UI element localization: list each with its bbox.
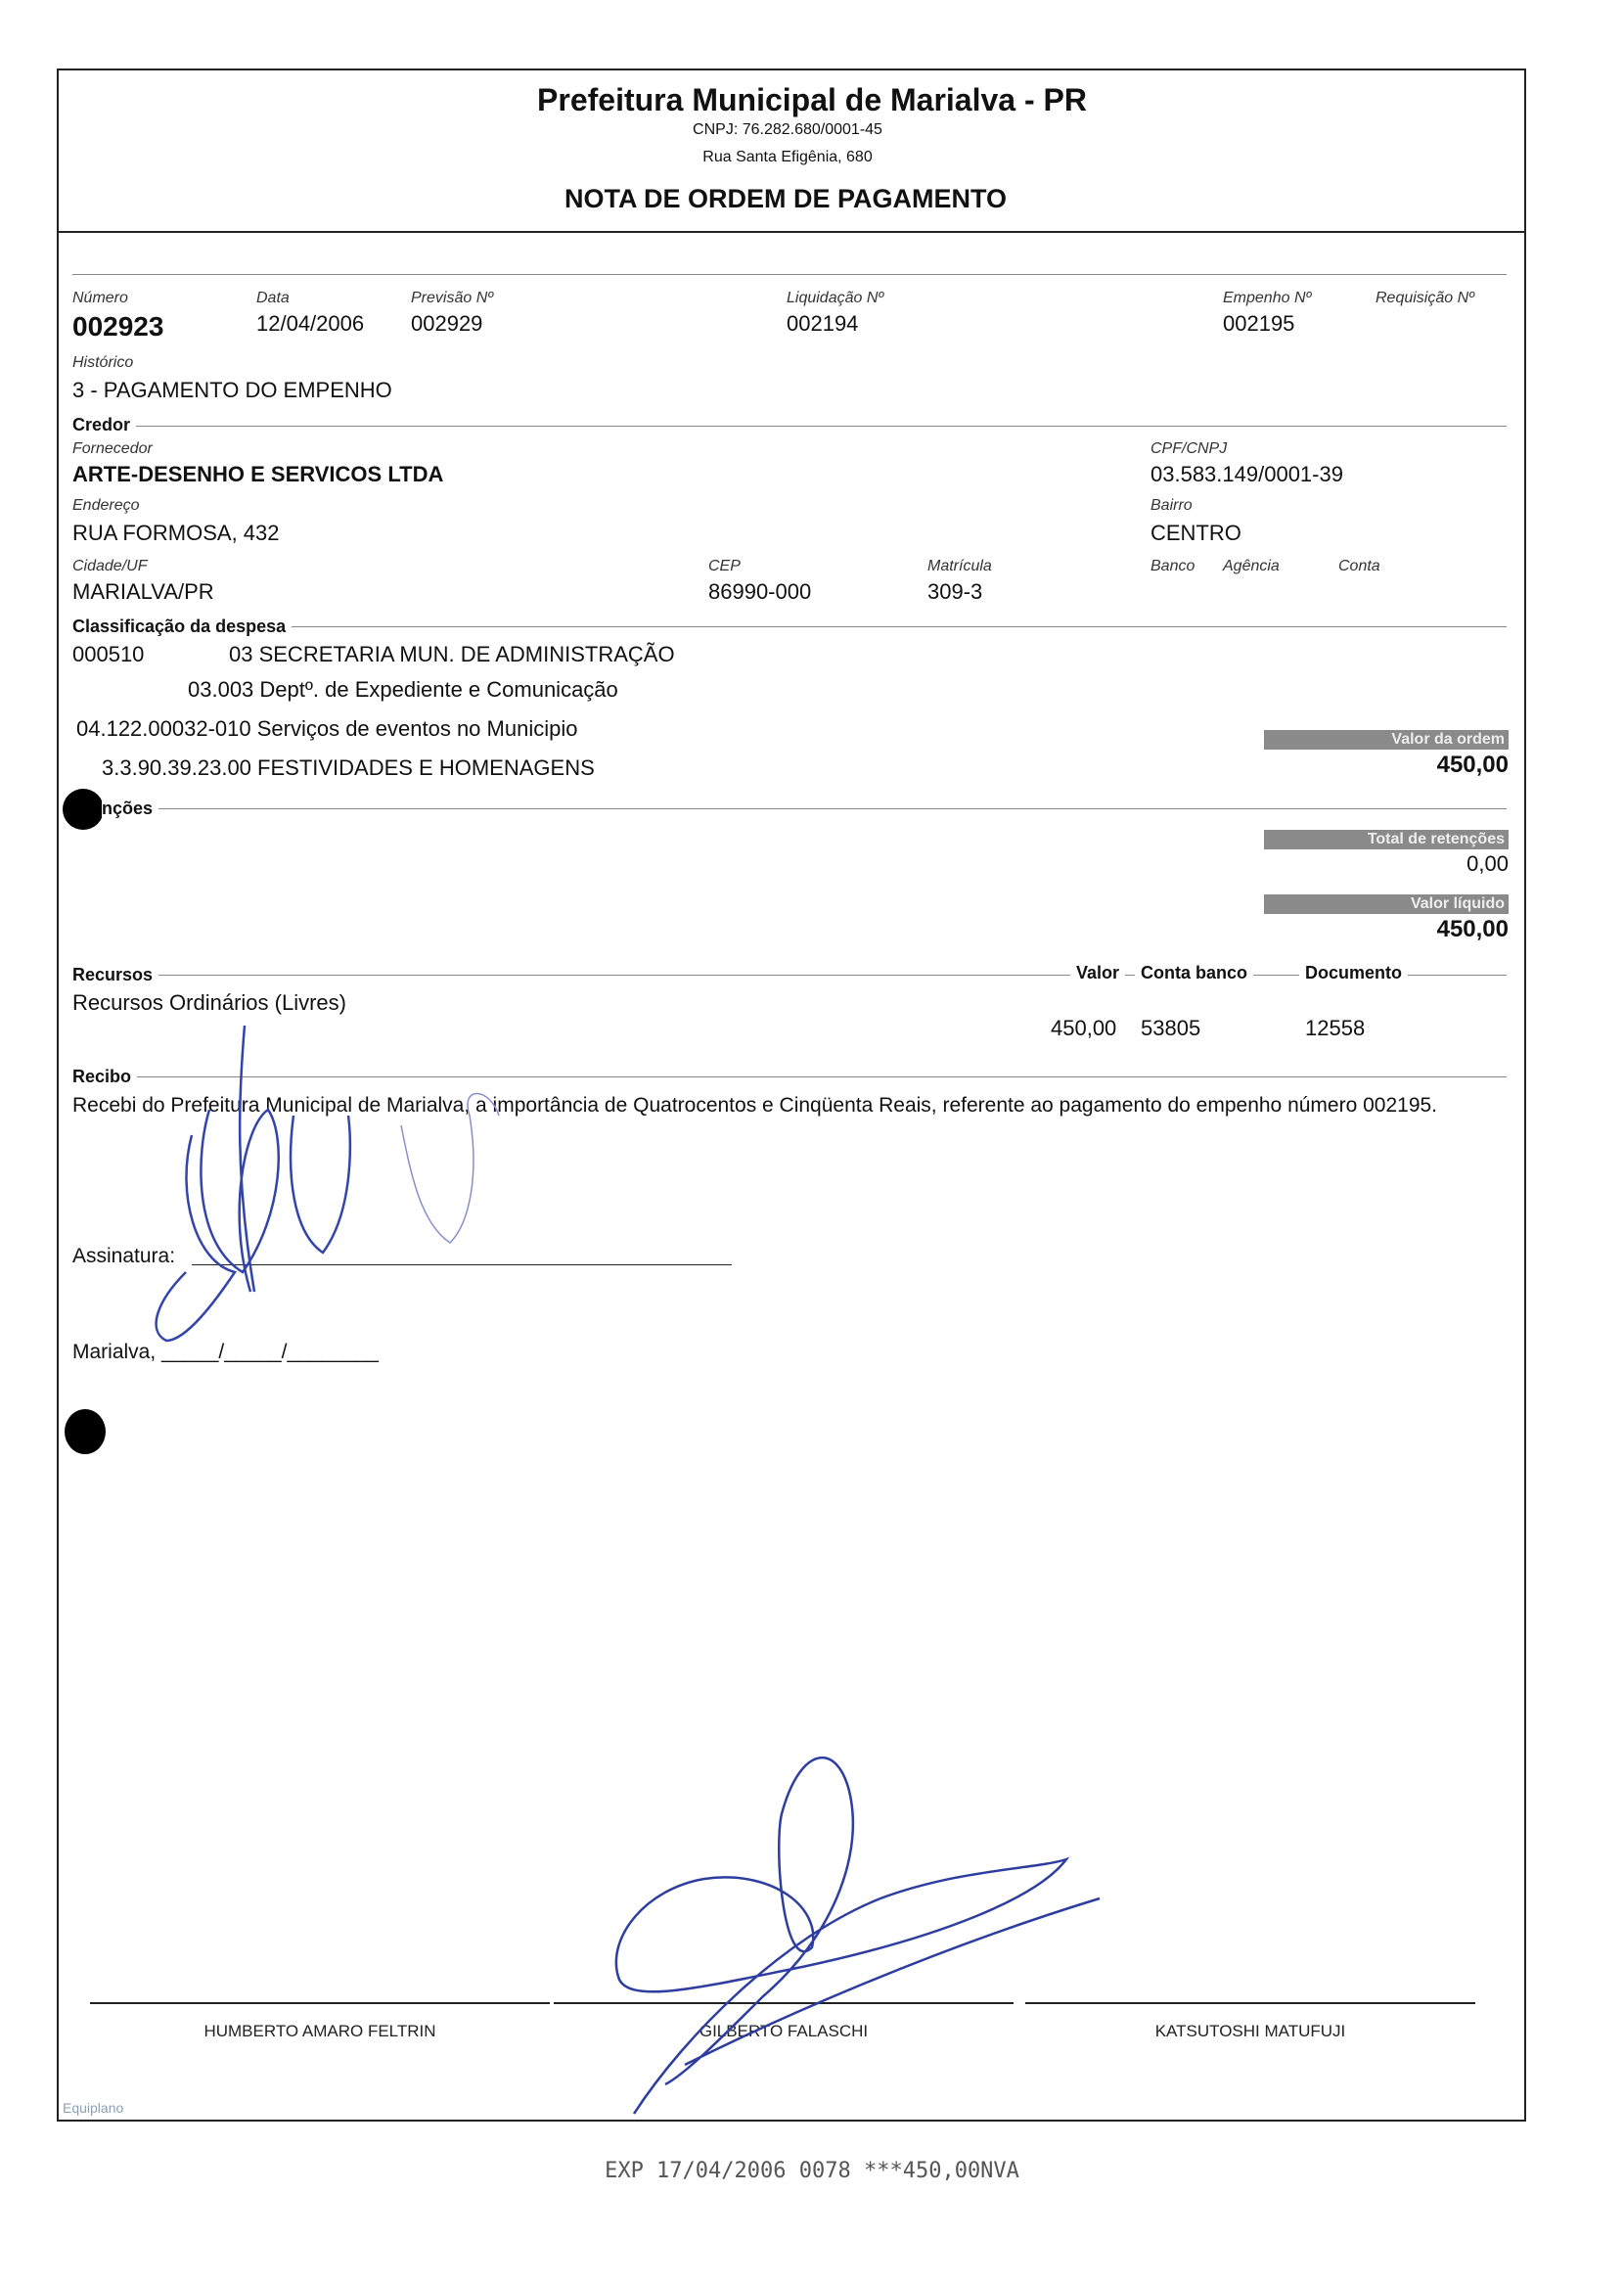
liquidacao-label: Liquidação Nº xyxy=(787,290,884,306)
signature-name-1: HUMBERTO AMARO FELTRIN xyxy=(203,2022,436,2040)
municipality-cnpj: CNPJ: 76.282.680/0001-45 xyxy=(693,121,882,138)
document-title: NOTA DE ORDEM DE PAGAMENTO xyxy=(564,184,1007,213)
bank-stamp: EXP 17/04/2006 0078 ***450,00NVA xyxy=(605,2159,1019,2183)
classificacao-code: 000510 xyxy=(72,642,145,666)
municipality-title: Prefeitura Municipal de Marialva - PR xyxy=(537,82,1087,117)
date-line: Marialva, _____/_____/________ xyxy=(72,1341,379,1363)
classificacao-section-title: Classificação da despesa xyxy=(72,617,292,637)
recibo-section-title: Recibo xyxy=(72,1067,137,1087)
cidade-value: MARIALVA/PR xyxy=(72,579,214,604)
cpf-label: CPF/CNPJ xyxy=(1150,440,1228,457)
recursos-valor: 450,00 xyxy=(1051,1016,1117,1040)
recursos-divider xyxy=(72,975,1507,976)
endereco-label: Endereço xyxy=(72,497,140,514)
numero-value: 002923 xyxy=(72,311,164,342)
previsao-value: 002929 xyxy=(411,311,483,336)
municipality-address: Rua Santa Efigênia, 680 xyxy=(702,149,873,165)
historico-label: Histórico xyxy=(72,354,134,371)
cpf-value: 03.583.149/0001-39 xyxy=(1150,462,1343,486)
signature-name-3: KATSUTOSHI MATUFUJI xyxy=(1154,2022,1346,2040)
fornecedor-value: ARTE-DESENHO E SERVICOS LTDA xyxy=(72,462,444,486)
cidade-label: Cidade/UF xyxy=(72,558,148,574)
recursos-section-title: Recursos xyxy=(72,965,158,985)
conta-label: Conta xyxy=(1338,558,1380,574)
banco-label: Banco xyxy=(1150,558,1195,574)
historico-value: 3 - PAGAMENTO DO EMPENHO xyxy=(72,378,392,402)
conta-banco-header: Conta banco xyxy=(1135,963,1253,983)
bairro-value: CENTRO xyxy=(1150,521,1241,545)
classificacao-line4: 3.3.90.39.23.00 FESTIVIDADES E HOMENAGENS xyxy=(102,755,595,780)
software-footer: Equiplano xyxy=(63,2100,124,2116)
classificacao-line1: 03 SECRETARIA MUN. DE ADMINISTRAÇÃO xyxy=(229,642,675,666)
valor-liquido-label: Valor líquido xyxy=(1264,894,1509,914)
liquidacao-value: 002194 xyxy=(787,311,859,336)
header-divider xyxy=(57,231,1524,233)
numero-label: Número xyxy=(72,290,128,306)
valor-header: Valor xyxy=(1070,963,1125,983)
credor-divider xyxy=(72,426,1507,427)
recursos-conta: 53805 xyxy=(1141,1016,1201,1040)
total-retencoes-value: 0,00 xyxy=(1466,851,1509,876)
signature-line-2 xyxy=(554,2002,1014,2004)
cep-value: 86990-000 xyxy=(708,579,812,604)
total-retencoes-label: Total de retenções xyxy=(1264,830,1509,849)
signature-line-1 xyxy=(90,2002,550,2004)
assinatura-label: Assinatura: xyxy=(72,1245,176,1267)
data-label: Data xyxy=(256,290,290,306)
recibo-divider xyxy=(72,1076,1507,1077)
valor-ordem-label: Valor da ordem xyxy=(1264,730,1509,750)
classificacao-line2: 03.003 Deptº. de Expediente e Comunicação xyxy=(188,677,618,702)
empenho-value: 002195 xyxy=(1223,311,1295,336)
credor-section-title: Credor xyxy=(72,415,136,435)
data-value: 12/04/2006 xyxy=(256,311,365,336)
matricula-value: 309-3 xyxy=(927,579,983,604)
retencoes-divider xyxy=(72,808,1507,809)
valor-ordem-value: 450,00 xyxy=(1436,752,1509,778)
empenho-label: Empenho Nº xyxy=(1223,290,1312,306)
signature-line-3 xyxy=(1025,2002,1475,2004)
recibo-text: Recebi do Prefeitura Municipal de Marialva, a importância de Quatrocentos e Cinqüenta Reais, referente ao pagamento do empenho número 002195. xyxy=(72,1094,1438,1117)
requisicao-label: Requisição Nº xyxy=(1376,290,1474,306)
bairro-label: Bairro xyxy=(1150,497,1193,514)
fornecedor-label: Fornecedor xyxy=(72,440,153,457)
cep-label: CEP xyxy=(708,558,741,574)
punch-hole-mark-2 xyxy=(65,1409,106,1454)
recursos-documento: 12558 xyxy=(1305,1016,1366,1040)
punch-hole-mark xyxy=(63,789,104,830)
recursos-descricao: Recursos Ordinários (Livres) xyxy=(72,990,346,1015)
matricula-label: Matrícula xyxy=(927,558,992,574)
assinatura-line xyxy=(192,1264,732,1265)
documento-header: Documento xyxy=(1299,963,1408,983)
agencia-label: Agência xyxy=(1223,558,1280,574)
endereco-value: RUA FORMOSA, 432 xyxy=(72,521,280,545)
valor-liquido-value: 450,00 xyxy=(1436,916,1509,942)
signature-name-2: GILBERTO FALASCHI xyxy=(699,2022,869,2040)
top-divider xyxy=(72,274,1507,275)
classificacao-line3: 04.122.00032-010 Serviços de eventos no Municipio xyxy=(76,716,578,741)
retencoes-section-title: nções xyxy=(102,799,158,819)
previsao-label: Previsão Nº xyxy=(411,290,494,306)
